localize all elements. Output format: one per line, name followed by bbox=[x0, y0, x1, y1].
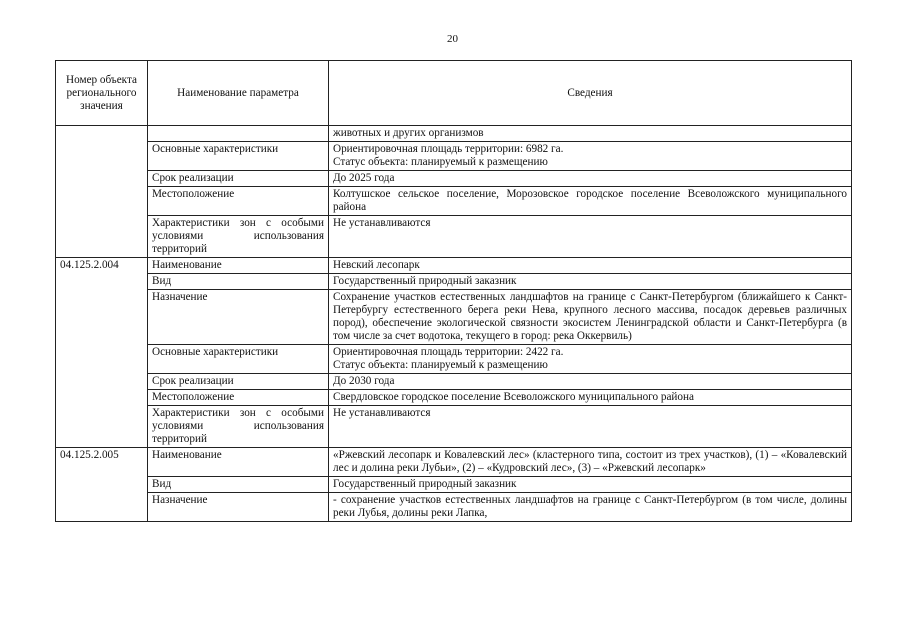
param-cell: Вид bbox=[148, 477, 329, 493]
param-cell: Местоположение bbox=[148, 390, 329, 406]
param-cell bbox=[148, 126, 329, 142]
param-cell: Срок реализации bbox=[148, 374, 329, 390]
table-row bbox=[56, 258, 852, 274]
param-cell: Назначение bbox=[148, 493, 329, 522]
param-cell: Характеристики зон с особыми условиями использования территорий bbox=[148, 216, 329, 258]
table-row bbox=[56, 448, 852, 477]
value-cell: «Ржевский лесопарк и Ковалевский лес» (кластерного типа, состоит из трех участков), (1) – «Ковалевский лес и долина реки Лубьи», (2) – «Кудровский лес», (3) – «Ржевский лесопарк» bbox=[329, 448, 852, 477]
param-cell: Срок реализации bbox=[148, 171, 329, 187]
table-row bbox=[56, 274, 852, 290]
value-line: Статус объекта: планируемый к размещению bbox=[333, 156, 548, 168]
table-row bbox=[56, 374, 852, 390]
objects-table bbox=[55, 60, 852, 522]
table-row bbox=[56, 142, 852, 171]
value-cell bbox=[329, 142, 852, 171]
table-row bbox=[56, 390, 852, 406]
value-cell: - сохранение участков естественных ландшафтов на границе с Санкт-Петербургом (в том числе, долины реки Лубья, долины реки Лапка, bbox=[329, 493, 852, 522]
value-line: Ориентировочная площадь территории: 2422 га. bbox=[333, 346, 564, 358]
param-cell: Основные характеристики bbox=[148, 345, 329, 374]
param-cell: Основные характеристики bbox=[148, 142, 329, 171]
value-line: Статус объекта: планируемый к размещению bbox=[333, 359, 548, 371]
param-cell: Вид bbox=[148, 274, 329, 290]
value-cell: Сохранение участков естественных ландшафтов на границе с Санкт-Петербургом (ближайшего к Санкт-Петербургу естественного берега реки Нева, крупного лесного массива, посадок деревьев различных пород), обеспечение экологической связности экосистем Ленинградской области и Санкт-Петербурга (в том числе за счет водотока, текущего в город: река Оккервиль) bbox=[329, 290, 852, 345]
param-cell: Назначение bbox=[148, 290, 329, 345]
value-cell: Свердловское городское поселение Всеволожского муниципального района bbox=[329, 390, 852, 406]
value-cell: Не устанавливаются bbox=[329, 216, 852, 258]
object-id-cell bbox=[56, 126, 148, 258]
param-cell: Характеристики зон с особыми условиями использования территорий bbox=[148, 406, 329, 448]
table-row bbox=[56, 187, 852, 216]
value-cell: Колтушское сельское поселение, Морозовское городское поселение Всеволожского муниципального района bbox=[329, 187, 852, 216]
table-row bbox=[56, 290, 852, 345]
table-row bbox=[56, 345, 852, 374]
object-id-cell: 04.125.2.005 bbox=[56, 448, 148, 522]
header-parameter-name: Наименование параметра bbox=[148, 61, 329, 126]
table-row bbox=[56, 216, 852, 258]
value-cell: Государственный природный заказник bbox=[329, 477, 852, 493]
param-cell: Наименование bbox=[148, 448, 329, 477]
value-cell: Не устанавливаются bbox=[329, 406, 852, 448]
object-id-cell: 04.125.2.004 bbox=[56, 258, 148, 448]
table-row bbox=[56, 477, 852, 493]
page-number: 20 bbox=[447, 33, 458, 45]
value-cell bbox=[329, 345, 852, 374]
table-row bbox=[56, 171, 852, 187]
table-header-row bbox=[56, 61, 852, 126]
value-cell: Невский лесопарк bbox=[329, 258, 852, 274]
value-cell: животных и других организмов bbox=[329, 126, 852, 142]
table-row bbox=[56, 406, 852, 448]
param-cell: Наименование bbox=[148, 258, 329, 274]
value-cell: Государственный природный заказник bbox=[329, 274, 852, 290]
param-cell: Местоположение bbox=[148, 187, 329, 216]
header-details: Сведения bbox=[329, 61, 852, 126]
table-row bbox=[56, 126, 852, 142]
table-row bbox=[56, 493, 852, 522]
header-object-number: Номер объекта регионального значения bbox=[56, 61, 148, 126]
value-cell: До 2025 года bbox=[329, 171, 852, 187]
value-cell: До 2030 года bbox=[329, 374, 852, 390]
value-line: Ориентировочная площадь территории: 6982 га. bbox=[333, 143, 564, 155]
